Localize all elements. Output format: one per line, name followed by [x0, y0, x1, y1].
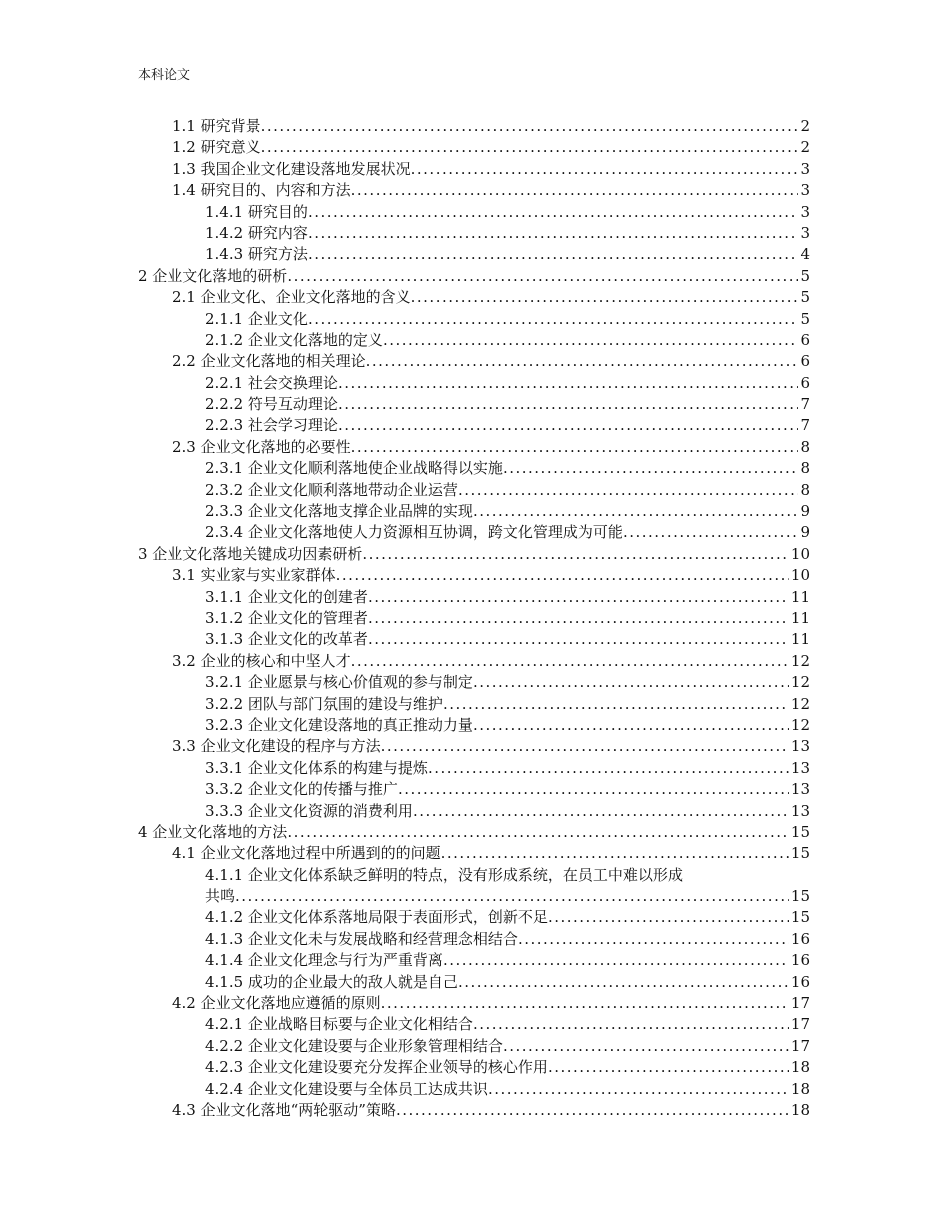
toc-entry-title: 1.1 研究背景	[172, 117, 261, 135]
toc-entry-title: 4.2.3 企业文化建设要充分发挥企业领导的核心作用	[205, 1058, 548, 1077]
toc-leader-dots	[411, 159, 799, 180]
toc-entry[interactable]	[138, 1057, 810, 1078]
toc-page-number: 10	[790, 566, 810, 585]
toc-page-number: 8	[800, 437, 810, 456]
toc-entry-title: 2 企业文化落地的研析	[138, 266, 288, 285]
toc-entry-title: 3.2.3 企业文化建设落地的真正推动力量	[205, 715, 473, 734]
toc-page-number: 4	[800, 245, 810, 264]
toc-page-number: 9	[800, 502, 810, 521]
toc-entry[interactable]	[138, 1014, 810, 1035]
toc-entry-title: 2.2.2 符号互动理论	[205, 395, 338, 414]
toc-entry[interactable]	[138, 822, 810, 843]
toc-leader-dots	[261, 137, 799, 158]
toc-page-number: 8	[800, 459, 810, 478]
toc-leader-dots	[473, 672, 789, 693]
toc-entry-title: 4.3 企业文化落地“两轮驱动”策略	[172, 1100, 396, 1119]
toc-entry[interactable]	[138, 929, 810, 950]
toc-page-number: 10	[790, 544, 810, 563]
toc-entry-title: 2.2.3 社会学习理论	[205, 416, 338, 435]
toc-entry[interactable]	[138, 715, 810, 736]
toc-leader-dots	[411, 287, 799, 308]
toc-entry[interactable]	[138, 415, 810, 436]
toc-page-number: 15	[790, 887, 810, 906]
toc-entry-title: 1.3 我国企业文化建设落地发展状况	[172, 159, 411, 178]
toc-page-number: 15	[790, 908, 810, 927]
toc-leader-dots	[351, 180, 799, 201]
toc-leader-dots	[308, 244, 799, 265]
toc-entry[interactable]	[138, 244, 810, 265]
toc-entry[interactable]	[138, 779, 810, 800]
toc-leader-dots	[383, 330, 799, 351]
toc-entry-title: 共鸣	[205, 887, 236, 906]
toc-leader-dots	[398, 779, 789, 800]
toc-entry[interactable]	[138, 394, 810, 415]
toc-page-number: 5	[800, 266, 810, 285]
toc-page-number: 13	[790, 758, 810, 777]
toc-leader-dots	[366, 351, 799, 372]
toc-leader-dots	[351, 437, 799, 458]
toc-page-number: 13	[790, 801, 810, 820]
toc-page-number: 11	[790, 587, 810, 606]
toc-leader-dots	[368, 608, 789, 629]
toc-entry[interactable]	[138, 651, 810, 672]
toc-page-number: 12	[790, 651, 810, 670]
toc-entry[interactable]	[138, 223, 810, 244]
toc-page-number: 8	[800, 480, 810, 499]
toc-page-number: 6	[800, 373, 810, 392]
toc-leader-dots	[441, 843, 789, 864]
toc-entry[interactable]	[138, 266, 810, 287]
toc-page-number: 18	[790, 1079, 810, 1098]
toc-entry[interactable]	[138, 287, 810, 308]
toc-entry[interactable]	[138, 330, 810, 351]
toc-entry[interactable]	[138, 202, 810, 223]
toc-leader-dots	[413, 801, 789, 822]
toc-entry[interactable]	[138, 801, 810, 822]
toc-page-number: 15	[790, 822, 810, 841]
toc-leader-dots	[548, 1057, 789, 1078]
toc-entry[interactable]	[138, 501, 810, 522]
toc-entry-title: 4.1 企业文化落地过程中所遇到的的问题	[172, 844, 441, 863]
toc-leader-dots	[503, 458, 799, 479]
toc-entry[interactable]	[138, 1100, 810, 1121]
toc-entry-title: 3.1.1 企业文化的创建者	[205, 587, 368, 606]
toc-page-number: 17	[790, 994, 810, 1013]
toc-page-number: 13	[790, 780, 810, 799]
toc-page-number: 3	[800, 223, 810, 242]
toc-page-number: 12	[790, 673, 810, 692]
toc-page-number: 13	[790, 737, 810, 756]
toc-entry-title: 3.2.1 企业愿景与核心价值观的参与制定	[205, 673, 473, 692]
toc-entry-title: 2.1 企业文化、企业文化落地的含义	[172, 288, 411, 307]
toc-leader-dots	[503, 1036, 789, 1057]
toc-leader-dots	[287, 822, 789, 843]
toc-entry-title: 3 企业文化落地关键成功因素研析	[138, 544, 363, 563]
toc-leader-dots	[623, 522, 799, 543]
toc-entry-title: 2.3.4 企业文化落地使人力资源相互协调，跨文化管理成为可能	[205, 523, 623, 542]
toc-leader-dots	[443, 950, 789, 971]
toc-page-number: 5	[800, 288, 810, 307]
toc-entry-title: 2.2 企业文化落地的相关理论	[172, 352, 366, 371]
toc-entry-title: 4.2.1 企业战略目标要与企业文化相结合	[205, 1015, 473, 1034]
toc-leader-dots	[473, 1014, 789, 1035]
toc-leader-dots	[308, 309, 799, 330]
toc-entry[interactable]	[138, 886, 810, 907]
toc-entry[interactable]	[138, 972, 810, 993]
toc-entry-title: 4.1.5 成功的企业最大的敌人就是自己	[205, 972, 458, 991]
toc-leader-dots	[458, 972, 789, 993]
toc-leader-dots	[368, 587, 789, 608]
toc-leader-dots	[368, 629, 789, 650]
toc-leader-dots	[338, 394, 799, 415]
toc-entry-title: 2.1.1 企业文化	[205, 309, 308, 328]
toc-entry-title: 3.2 企业的核心和中坚人才	[172, 651, 351, 670]
toc-page-number: 3	[800, 181, 810, 200]
toc-entry-title: 3.3.2 企业文化的传播与推广	[205, 780, 398, 799]
toc-page-number: 3	[800, 159, 810, 178]
toc-leader-dots	[548, 907, 789, 928]
toc-page-number: 7	[800, 395, 810, 414]
toc-entry-title: 4.2.2 企业文化建设要与企业形象管理相结合	[205, 1036, 503, 1055]
toc-page-number: 9	[800, 523, 810, 542]
toc-page-number: 7	[800, 416, 810, 435]
toc-leader-dots	[488, 1079, 789, 1100]
toc-entry-title: 2.3.3 企业文化落地支撑企业品牌的实现	[205, 502, 473, 521]
toc-leader-dots	[338, 415, 799, 436]
toc-entry-title: 1.4.2 研究内容	[205, 223, 308, 242]
toc-entry[interactable]	[138, 587, 810, 608]
toc-page-number: 12	[790, 715, 810, 734]
toc-entry-title: 4.1.1 企业文化体系缺乏鲜明的特点，没有形成系统，在员工中难以形成	[205, 865, 683, 884]
toc-entry[interactable]	[138, 758, 810, 779]
toc-entry[interactable]	[138, 544, 810, 565]
toc-leader-dots	[473, 715, 789, 736]
toc-page-number: 18	[790, 1100, 810, 1119]
toc-page-number: 15	[790, 844, 810, 863]
toc-leader-dots	[443, 694, 789, 715]
toc-page-number: 2	[800, 138, 810, 157]
toc-page-number: 11	[790, 608, 810, 627]
toc-entry[interactable]	[138, 672, 810, 693]
toc-entry-title: 2.3.2 企业文化顺利落地带动企业运营	[205, 480, 458, 499]
toc-leader-dots	[473, 501, 799, 522]
toc-entry[interactable]	[138, 437, 810, 458]
toc-page-number: 18	[790, 1058, 810, 1077]
toc-entry-title: 4.1.4 企业文化理念与行为严重背离	[205, 951, 443, 970]
toc-entry[interactable]	[138, 629, 810, 650]
toc-leader-dots	[396, 1100, 789, 1121]
toc-entry[interactable]	[138, 843, 810, 864]
toc-entry-title: 1.4 研究目的、内容和方法	[172, 181, 351, 200]
table-of-contents	[138, 116, 810, 1121]
toc-entry[interactable]	[138, 458, 810, 479]
toc-entry[interactable]	[138, 736, 810, 757]
toc-leader-dots	[428, 758, 789, 779]
toc-page-number: 3	[800, 202, 810, 221]
toc-entry-title: 4.1.2 企业文化体系落地局限于表面形式，创新不足	[205, 908, 548, 927]
toc-entry[interactable]	[138, 159, 810, 180]
toc-entry[interactable]	[138, 480, 810, 501]
toc-entry[interactable]	[138, 116, 810, 137]
toc-leader-dots	[308, 223, 799, 244]
toc-entry-title: 2.1.2 企业文化落地的定义	[205, 330, 383, 349]
toc-entry-title: 3.1.2 企业文化的管理者	[205, 608, 368, 627]
toc-entry[interactable]	[138, 608, 810, 629]
toc-entry-title: 2.3.1 企业文化顺利落地使企业战略得以实施	[205, 459, 503, 478]
toc-entry-title: 3.2.2 团队与部门氛围的建设与维护	[205, 694, 443, 713]
toc-page-number: 12	[790, 694, 810, 713]
toc-leader-dots	[518, 929, 789, 950]
toc-entry[interactable]	[138, 309, 810, 330]
toc-entry-title: 2.3 企业文化落地的必要性	[172, 437, 351, 456]
toc-entry-title: 1.4.1 研究目的	[205, 202, 308, 221]
toc-entry[interactable]	[138, 865, 810, 886]
toc-leader-dots	[336, 565, 789, 586]
toc-entry-title: 2.2.1 社会交换理论	[205, 373, 338, 392]
toc-leader-dots	[351, 651, 789, 672]
toc-leader-dots	[381, 736, 789, 757]
toc-entry[interactable]	[138, 907, 810, 928]
toc-page-number: 17	[790, 1015, 810, 1034]
toc-entry[interactable]	[138, 950, 810, 971]
toc-entry[interactable]	[138, 373, 810, 394]
toc-page-number: 2	[800, 117, 810, 135]
toc-entry-title: 3.1.3 企业文化的改革者	[205, 630, 368, 649]
toc-page-number: 6	[800, 330, 810, 349]
toc-entry-title: 3.3 企业文化建设的程序与方法	[172, 737, 381, 756]
toc-leader-dots	[381, 993, 789, 1014]
toc-leader-dots	[308, 202, 799, 223]
toc-entry-title: 4.2.4 企业文化建设要与全体员工达成共识	[205, 1079, 488, 1098]
toc-leader-dots	[287, 266, 798, 287]
toc-page-number: 11	[790, 630, 810, 649]
toc-page-number: 5	[800, 309, 810, 328]
toc-entry[interactable]	[138, 565, 810, 586]
toc-entry[interactable]	[138, 1079, 810, 1100]
toc-entry-title: 3.3.3 企业文化资源的消费利用	[205, 801, 413, 820]
toc-entry[interactable]	[138, 522, 810, 543]
toc-page-number: 16	[790, 929, 810, 948]
toc-entry-title: 1.2 研究意义	[172, 138, 261, 157]
toc-page-number: 16	[790, 972, 810, 991]
toc-leader-dots	[235, 886, 789, 907]
toc-page-number: 17	[790, 1036, 810, 1055]
toc-entry[interactable]	[138, 137, 810, 158]
toc-entry-title: 1.4.3 研究方法	[205, 245, 308, 264]
toc-entry[interactable]	[138, 993, 810, 1014]
toc-entry[interactable]	[138, 1036, 810, 1057]
toc-entry-title: 4.1.3 企业文化未与发展战略和经营理念相结合	[205, 929, 518, 948]
toc-entry-title: 4.2 企业文化落地应遵循的原则	[172, 994, 381, 1013]
toc-leader-dots	[362, 544, 789, 565]
toc-entry-title: 3.1 实业家与实业家群体	[172, 566, 336, 585]
toc-entry[interactable]	[138, 180, 810, 201]
toc-entry[interactable]	[138, 351, 810, 372]
toc-leader-dots	[261, 116, 799, 137]
running-header: 本科论文	[138, 68, 191, 83]
toc-leader-dots	[338, 373, 799, 394]
toc-entry-title: 4 企业文化落地的方法	[138, 822, 288, 841]
toc-leader-dots	[458, 480, 799, 501]
toc-page-number: 6	[800, 352, 810, 371]
toc-entry[interactable]	[138, 694, 810, 715]
toc-entry-title: 3.3.1 企业文化体系的构建与提炼	[205, 758, 428, 777]
toc-page-number: 16	[790, 951, 810, 970]
